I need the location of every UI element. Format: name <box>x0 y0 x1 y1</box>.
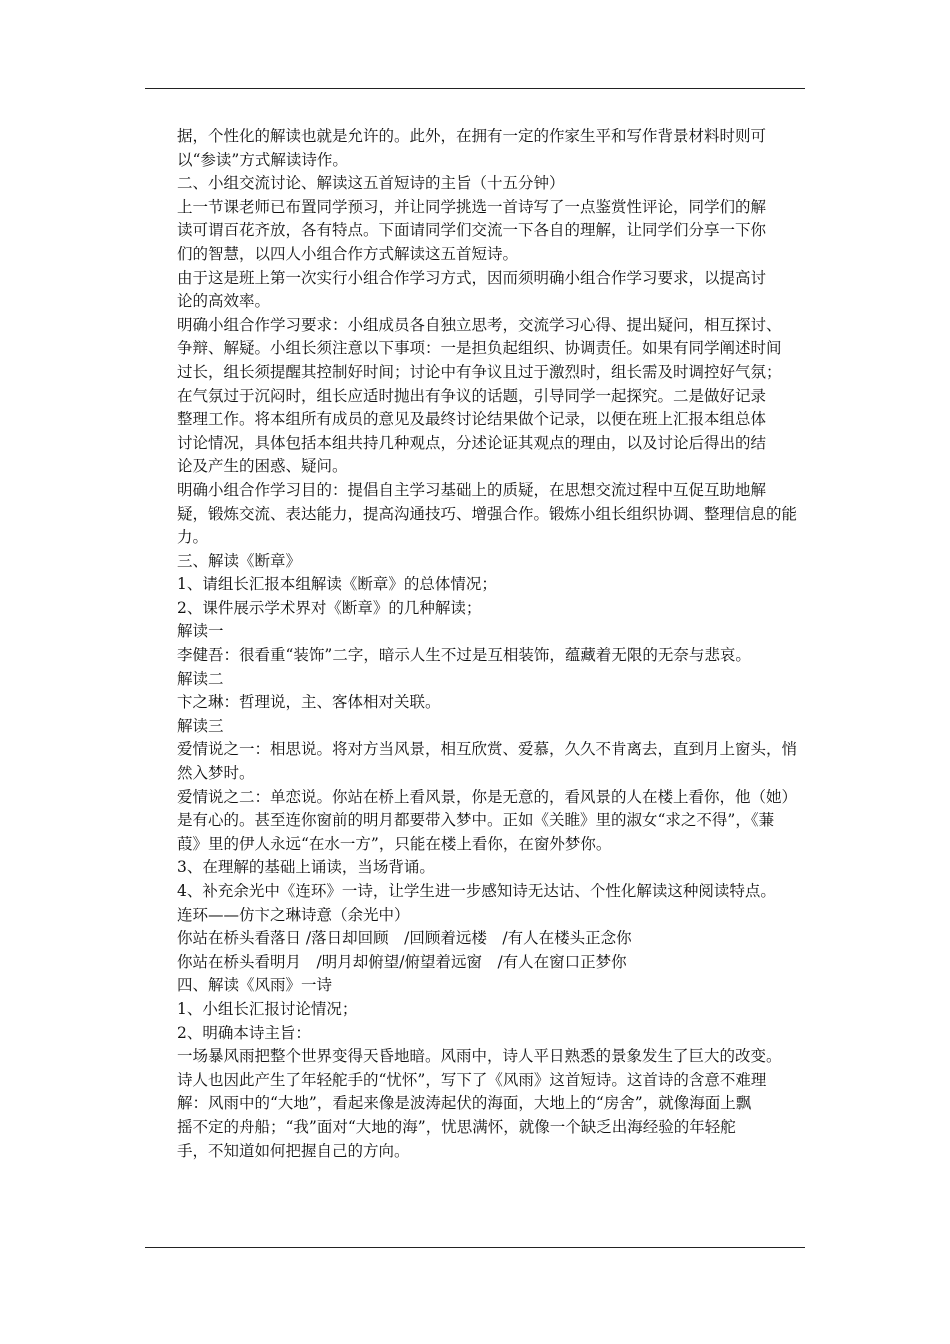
text-line: 卞之琳：哲理说，主、客体相对关联。 <box>177 693 441 712</box>
text-line: 是有心的。甚至连你窗前的明月都要带入梦中。正如《关睢》里的淑女“求之不得”，《蒹 <box>177 811 775 830</box>
text-line: 李健吾：很看重“装饰”二字，暗示人生不过是互相装饰，蕴藏着无限的无奈与悲哀。 <box>177 646 751 665</box>
text-line: 摇不定的舟船；“我”面对“大地的海”，忧思满怀，就像一个缺乏出海经验的年轻舵 <box>177 1117 736 1136</box>
section-heading: 四、解读《风雨》一诗 <box>177 976 333 995</box>
text-line: 一场暴风雨把整个世界变得天昏地暗。风雨中，诗人平日熟悉的景象发生了巨大的改变。 <box>177 1047 782 1066</box>
text-line: 1、小组长汇报讨论情况； <box>177 999 358 1018</box>
text-line: 解读一 <box>177 622 224 641</box>
text-line: 过长，组长须提醒其控制好时间；讨论中有争议且过于激烈时，组长需及时调控好气氛； <box>177 362 782 381</box>
text-line: 诗人也因此产生了年轻舵手的“忧怀”，写下了《风雨》这首短诗。这首诗的含意不难理 <box>177 1070 767 1089</box>
text-line: 葭》里的伊人永远“在水一方”，只能在楼上看你，在窗外梦你。 <box>177 834 612 853</box>
text-line: 讨论情况，具体包括本组共持几种观点，分述论证其观点的理由，以及讨论后得出的结 <box>177 433 767 452</box>
text-line: 在气氛过于沉闷时，组长应适时抛出有争议的话题，引导同学一起探究。二是做好记录 <box>177 386 767 405</box>
text-line: 力。 <box>177 528 209 547</box>
text-line: 爱情说之二：单恋说。你站在桥上看风景，你是无意的，看风景的人在楼上看你，他（她） <box>177 787 798 806</box>
text-line: 明确小组合作学习目的：提倡自主学习基础上的质疑，在思想交流过程中互促互助地解 <box>177 480 767 499</box>
text-line: 明确小组合作学习要求：小组成员各自独立思考，交流学习心得、提出疑问，相互探讨、 <box>177 315 782 334</box>
text-line: 2、课件展示学术界对《断章》的几种解读； <box>177 598 482 617</box>
text-line: 整理工作。将本组所有成员的意见及最终讨论结果做个记录，以便在班上汇报本组总体 <box>177 410 767 429</box>
text-line: 解读二 <box>177 669 224 688</box>
footer-rule <box>145 1247 805 1248</box>
text-line: 以“参读”方式解读诗作。 <box>177 150 348 169</box>
text-line: 论的高效率。 <box>177 292 271 311</box>
poem-title: 连环——仿卞之琳诗意（余光中） <box>177 905 410 924</box>
text-line: 1、请组长汇报本组解读《断章》的总体情况； <box>177 575 497 594</box>
text-line: 上一节课老师已布置同学预习，并让同学挑选一首诗写了一点鉴赏性评论，同学们的解 <box>177 197 767 216</box>
poem-line: 你站在桥头看落日 /落日却回顾 /回顾着远楼 /有人在楼头正念你 <box>177 929 632 948</box>
text-line: 据，个性化的解读也就是允许的。此外，在拥有一定的作家生平和写作背景材料时则可 <box>177 127 767 145</box>
text-line: 爱情说之一：相思说。将对方当风景，相互欣赏、爱慕，久久不肯离去，直到月上窗头，悄 <box>177 740 798 759</box>
header-rule <box>145 88 805 89</box>
text-line: 手，不知道如何把握自己的方向。 <box>177 1141 410 1160</box>
text-line: 2、明确本诗主旨： <box>177 1023 311 1042</box>
document-body <box>177 125 827 1163</box>
text-line: 们的智慧，以四人小组合作方式解读这五首短诗。 <box>177 244 519 263</box>
poem-line: 你站在桥头看明月 /明月却俯望/俯望着远窗 /有人在窗口正梦你 <box>177 952 627 971</box>
text-line: 争辩、解疑。小组长须注意以下事项：一是担负起组织、协调责任。如果有同学阐述时间 <box>177 339 782 358</box>
section-heading: 二、小组交流讨论、解读这五首短诗的主旨（十五分钟） <box>177 174 565 193</box>
text-line: 3、在理解的基础上诵读，当场背诵。 <box>177 858 435 877</box>
text-line: 读可谓百花齐放，各有特点。下面请同学们交流一下各自的理解，让同学们分享一下你 <box>177 221 767 240</box>
text-line: 解读三 <box>177 716 224 735</box>
text-line: 4、补充余光中《连环》一诗，让学生进一步感知诗无达诂、个性化解读这种阅读特点。 <box>177 882 776 900</box>
text-line: 论及产生的困惑、疑问。 <box>177 457 348 476</box>
section-heading: 三、解读《断章》 <box>177 551 302 570</box>
text-line: 由于这是班上第一次实行小组合作学习方式，因而须明确小组合作学习要求，以提高讨 <box>177 268 767 287</box>
text-line: 然入梦时。 <box>177 764 255 783</box>
text-line: 解：风雨中的“大地”，看起来像是波涛起伏的海面，大地上的“房舍”，就像海面上飘 <box>177 1094 752 1113</box>
text-line: 疑，锻炼交流、表达能力，提高沟通技巧、增强合作。锻炼小组长组织协调、整理信息的能 <box>177 504 798 523</box>
